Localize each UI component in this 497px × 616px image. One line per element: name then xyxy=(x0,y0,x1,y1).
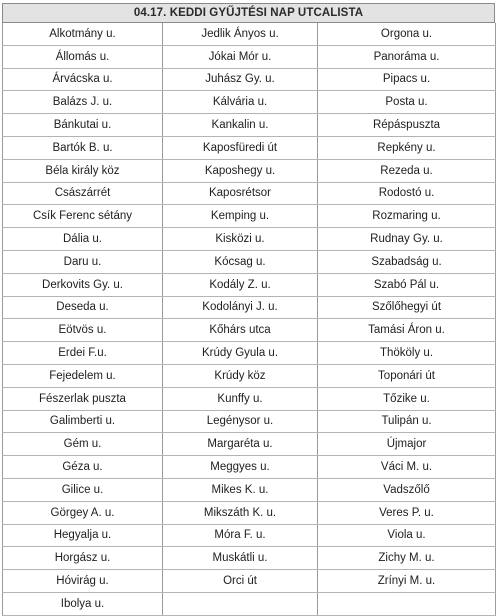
street-list-sheet xyxy=(1,2,496,610)
street-name-cell: Krúdy Gyula u. xyxy=(163,342,318,365)
table-row xyxy=(3,68,496,91)
street-name-cell: Fészerlak puszta xyxy=(3,387,163,410)
table-row xyxy=(3,205,496,228)
street-name-cell: Görgey A. u. xyxy=(3,501,163,524)
table-row xyxy=(3,478,496,501)
table-row xyxy=(3,433,496,456)
street-name-cell: Kisközi u. xyxy=(163,228,318,251)
street-name-cell: Kemping u. xyxy=(163,205,318,228)
street-name-cell: Mikszáth K. u. xyxy=(163,501,318,524)
table-row xyxy=(3,91,496,114)
street-name-cell: Szőlőhegyi út xyxy=(318,296,496,319)
table-row xyxy=(3,45,496,68)
street-table xyxy=(2,23,496,616)
street-name-cell: Toponári út xyxy=(318,364,496,387)
street-name-cell: Repkény u. xyxy=(318,136,496,159)
street-name-cell: Legénysor u. xyxy=(163,410,318,433)
street-name-cell: Alkotmány u. xyxy=(3,23,163,45)
street-name-cell: Zrínyi M. u. xyxy=(318,570,496,593)
street-name-cell: Rezeda u. xyxy=(318,159,496,182)
street-name-cell: Kaposfüredi út xyxy=(163,136,318,159)
table-row xyxy=(3,319,496,342)
street-name-cell: Derkovits Gy. u. xyxy=(3,273,163,296)
street-name-cell: Muskátli u. xyxy=(163,547,318,570)
table-row xyxy=(3,182,496,205)
street-name-cell: Jókai Mór u. xyxy=(163,45,318,68)
street-name-cell: Gém u. xyxy=(3,433,163,456)
street-name-cell: Szabadság u. xyxy=(318,250,496,273)
street-name-cell: Fejedelem u. xyxy=(3,364,163,387)
street-name-cell: Galimberti u. xyxy=(3,410,163,433)
street-name-cell: Hóvirág u. xyxy=(3,570,163,593)
street-name-cell: Mikes K. u. xyxy=(163,478,318,501)
table-row xyxy=(3,570,496,593)
street-name-cell: Posta u. xyxy=(318,91,496,114)
street-name-cell: Meggyes u. xyxy=(163,456,318,479)
street-name-cell: Vadszőlő xyxy=(318,478,496,501)
street-name-cell: Kankalin u. xyxy=(163,114,318,137)
street-name-cell: Bánkutai u. xyxy=(3,114,163,137)
street-name-cell: Móra F. u. xyxy=(163,524,318,547)
street-name-cell: Újmajor xyxy=(318,433,496,456)
table-row xyxy=(3,273,496,296)
street-name-cell: Jedlik Ányos u. xyxy=(163,23,318,45)
street-table-body xyxy=(3,23,496,615)
street-name-cell: Kaposrétsor xyxy=(163,182,318,205)
street-name-cell xyxy=(318,592,496,615)
street-name-cell: Géza u. xyxy=(3,456,163,479)
street-name-cell: Horgász u. xyxy=(3,547,163,570)
table-row xyxy=(3,456,496,479)
street-name-cell: Kálvária u. xyxy=(163,91,318,114)
street-name-cell: Krúdy köz xyxy=(163,364,318,387)
street-name-cell: Hegyalja u. xyxy=(3,524,163,547)
street-name-cell: Árvácska u. xyxy=(3,68,163,91)
street-name-cell: Kőhárs utca xyxy=(163,319,318,342)
street-name-cell: Kunffy u. xyxy=(163,387,318,410)
street-name-cell xyxy=(163,592,318,615)
street-name-cell: Kodály Z. u. xyxy=(163,273,318,296)
street-name-cell: Zichy M. u. xyxy=(318,547,496,570)
street-name-cell: Császárrét xyxy=(3,182,163,205)
street-name-cell: Dália u. xyxy=(3,228,163,251)
street-name-cell: Kodolányi J. u. xyxy=(163,296,318,319)
table-row xyxy=(3,250,496,273)
table-row xyxy=(3,296,496,319)
table-row xyxy=(3,159,496,182)
street-name-cell: Deseda u. xyxy=(3,296,163,319)
table-row xyxy=(3,23,496,45)
street-name-cell: Kaposhegy u. xyxy=(163,159,318,182)
table-row xyxy=(3,114,496,137)
street-name-cell: Szabó Pál u. xyxy=(318,273,496,296)
table-row xyxy=(3,342,496,365)
table-row xyxy=(3,387,496,410)
table-row xyxy=(3,524,496,547)
street-name-cell: Erdei F.u. xyxy=(3,342,163,365)
street-name-cell: Rudnay Gy. u. xyxy=(318,228,496,251)
street-name-cell: Tulipán u. xyxy=(318,410,496,433)
street-name-cell: Veres P. u. xyxy=(318,501,496,524)
street-name-cell: Ibolya u. xyxy=(3,592,163,615)
street-name-cell: Balázs J. u. xyxy=(3,91,163,114)
list-title: 04.17. KEDDI GYŰJTÉSI NAP UTCALISTA xyxy=(2,3,495,23)
table-row xyxy=(3,410,496,433)
table-row xyxy=(3,547,496,570)
street-name-cell: Orgona u. xyxy=(318,23,496,45)
street-name-cell: Váci M. u. xyxy=(318,456,496,479)
street-name-cell: Daru u. xyxy=(3,250,163,273)
street-name-cell: Pipacs u. xyxy=(318,68,496,91)
street-name-cell: Panoráma u. xyxy=(318,45,496,68)
street-name-cell: Tamási Áron u. xyxy=(318,319,496,342)
street-name-cell: Állomás u. xyxy=(3,45,163,68)
street-name-cell: Thököly u. xyxy=(318,342,496,365)
street-name-cell: Juhász Gy. u. xyxy=(163,68,318,91)
street-name-cell: Tőzike u. xyxy=(318,387,496,410)
street-name-cell: Gilice u. xyxy=(3,478,163,501)
table-row xyxy=(3,136,496,159)
street-name-cell: Répáspuszta xyxy=(318,114,496,137)
table-row xyxy=(3,364,496,387)
street-name-cell: Béla király köz xyxy=(3,159,163,182)
street-name-cell: Rozmaring u. xyxy=(318,205,496,228)
street-name-cell: Rodostó u. xyxy=(318,182,496,205)
street-name-cell: Viola u. xyxy=(318,524,496,547)
table-row xyxy=(3,501,496,524)
street-name-cell: Eötvös u. xyxy=(3,319,163,342)
street-name-cell: Bartók B. u. xyxy=(3,136,163,159)
street-name-cell: Orci út xyxy=(163,570,318,593)
table-row xyxy=(3,592,496,615)
street-name-cell: Kócsag u. xyxy=(163,250,318,273)
street-name-cell: Csík Ferenc sétány xyxy=(3,205,163,228)
table-row xyxy=(3,228,496,251)
street-name-cell: Margaréta u. xyxy=(163,433,318,456)
